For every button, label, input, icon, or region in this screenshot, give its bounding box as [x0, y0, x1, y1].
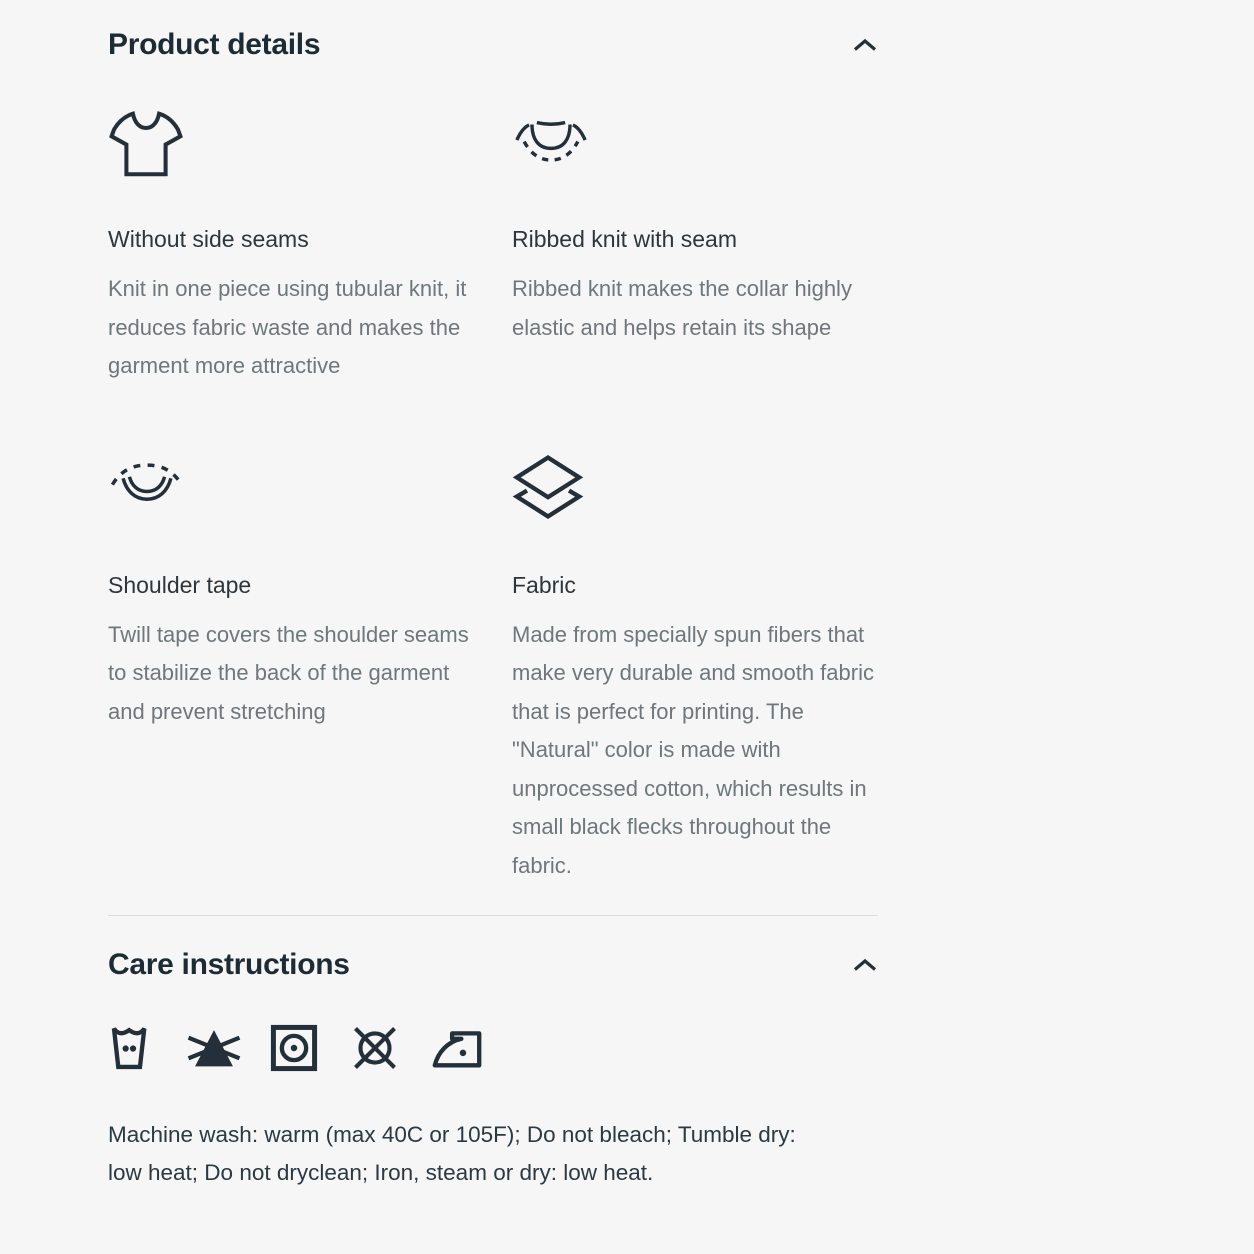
- feature-shoulder-tape: [108, 454, 474, 886]
- shoulder-tape-icon: [108, 454, 474, 526]
- feature-description: Made from specially spun fibers that make very durable and smooth fabric that is perfect for printing. The "Natural" color is made with unprocessed cotton, which results in small black flecks throughout the fabric.: [512, 621, 874, 878]
- care-instructions-section: [108, 948, 878, 1192]
- do-not-dryclean-icon: [346, 1022, 404, 1074]
- care-icons-row: [108, 1022, 878, 1074]
- machine-wash-warm-icon: [108, 1022, 160, 1074]
- features-grid: [108, 108, 878, 885]
- tshirt-icon: [108, 108, 474, 180]
- feature-title: Fabric: [512, 571, 576, 598]
- feature-description: Ribbed knit makes the collar highly elastic and helps retain its shape: [512, 276, 852, 340]
- section-divider: [108, 915, 878, 916]
- product-details-header: [108, 28, 878, 62]
- feature-ribbed-knit: [512, 108, 878, 386]
- chevron-up-icon: [852, 957, 878, 973]
- care-instructions-header: [108, 948, 878, 982]
- feature-without-side-seams: [108, 108, 474, 386]
- feature-description: Knit in one piece using tubular knit, it reduces fabric waste and makes the garment more attractive: [108, 276, 467, 378]
- care-instructions-title: Care instructions: [108, 948, 350, 981]
- product-details-title: Product details: [108, 28, 321, 61]
- do-not-bleach-icon: [186, 1022, 242, 1074]
- feature-title: Without side seams: [108, 226, 309, 252]
- product-details-collapse-button[interactable]: [852, 37, 878, 53]
- feature-title: Ribbed knit with seam: [512, 226, 737, 252]
- chevron-up-icon: [852, 37, 878, 53]
- fabric-layers-icon: [512, 454, 878, 526]
- iron-low-heat-icon: [430, 1022, 484, 1074]
- feature-title: Shoulder tape: [108, 571, 252, 598]
- care-instructions-collapse-button[interactable]: [852, 957, 878, 973]
- care-instructions-text: Machine wash: warm (max 40C or 105F); Do not bleach; Tumble dry: low heat; Do not dryclean; Iron, steam or dry: low heat.: [108, 1122, 796, 1185]
- ribbed-collar-icon: [512, 108, 878, 180]
- tumble-dry-low-icon: [268, 1022, 320, 1074]
- feature-description: Twill tape covers the shoulder seams to stabilize the back of the garment and prevent stretching: [108, 621, 469, 724]
- feature-fabric: [512, 454, 878, 886]
